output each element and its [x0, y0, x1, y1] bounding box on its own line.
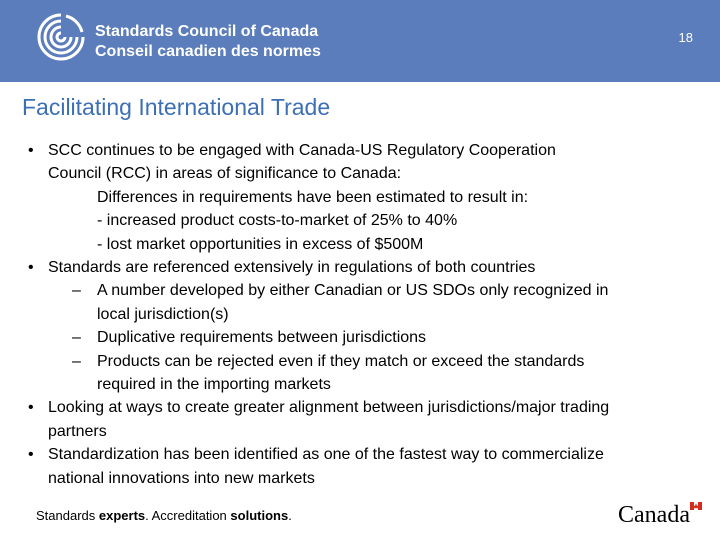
slide-title: Facilitating International Trade — [22, 94, 331, 120]
bullet-item — [28, 396, 698, 419]
bullet-text-line — [28, 162, 698, 185]
bullet-text: Standards are referenced extensively in regulations of both countries — [48, 259, 536, 277]
bullet-text: Differences in requirements have been estimated to result in: — [97, 188, 529, 206]
bullet-text: Products can be rejected even if they match or exceed the standards — [97, 352, 585, 370]
bullet-item — [28, 256, 698, 279]
bullet-text: local jurisdiction(s) — [97, 305, 229, 323]
sub-bullet-item — [28, 279, 698, 302]
tagline-part: . Accreditation — [145, 508, 231, 523]
bullet-text: partners — [48, 422, 107, 440]
bullet-text: Council (RCC) in areas of significance to Canada: — [48, 165, 402, 183]
bullet-text-line — [28, 373, 698, 396]
bullet-marker: • — [28, 399, 34, 417]
bullet-text: - lost market opportunities in excess of $500M — [97, 235, 424, 253]
bullet-text-line — [28, 209, 698, 232]
bullet-text: A number developed by either Canadian or US SDOs only recognized in — [97, 282, 609, 300]
bullet-text-line — [28, 186, 698, 209]
sub-bullet-item — [28, 326, 698, 349]
bullet-list — [28, 139, 698, 490]
header-bar — [0, 0, 720, 82]
bullet-text: Standardization has been identified as one of the fastest way to commercialize — [48, 446, 604, 464]
bullet-text: Looking at ways to create greater alignment between jurisdictions/major trading — [48, 399, 610, 417]
tagline-emphasis: solutions — [230, 508, 289, 523]
bullet-marker: – — [72, 282, 81, 300]
bullet-text: - increased product costs-to-market of 25% to 40% — [97, 212, 458, 230]
bullet-text: Duplicative requirements between jurisdictions — [97, 329, 427, 347]
bullet-item — [28, 139, 698, 162]
sub-bullet-item — [28, 350, 698, 373]
bullet-item — [28, 443, 698, 466]
bullet-text: SCC continues to be engaged with Canada-US Regulatory Cooperation — [48, 142, 556, 159]
canada-wordmark — [618, 500, 702, 526]
bullet-text-line — [28, 467, 698, 490]
tagline-emphasis: experts — [98, 508, 146, 523]
bullet-text-line — [28, 233, 698, 256]
bullet-marker: • — [28, 446, 34, 464]
bullet-text: required in the importing markets — [97, 376, 331, 394]
canada-wordmark-text: Canada — [618, 502, 690, 526]
bullet-marker: – — [72, 352, 81, 370]
bullet-text-line — [28, 420, 698, 443]
footer-tagline — [36, 508, 292, 523]
organization-name — [95, 22, 321, 62]
bullet-text: national innovations into new markets — [48, 469, 315, 487]
bullet-marker: – — [72, 329, 81, 347]
page-number: 18 — [678, 30, 693, 45]
bullet-marker: • — [28, 142, 34, 159]
canada-flag-icon — [690, 502, 702, 510]
organization-name-en: Standards Council of Canada — [95, 23, 319, 40]
bullet-text-line — [28, 303, 698, 326]
bullet-marker: • — [28, 259, 34, 277]
tagline-part: . — [288, 508, 292, 523]
tagline-part: Standards — [36, 508, 99, 523]
scc-swirl-logo-icon — [36, 12, 86, 62]
organization-name-fr: Conseil canadien des normes — [95, 43, 321, 60]
